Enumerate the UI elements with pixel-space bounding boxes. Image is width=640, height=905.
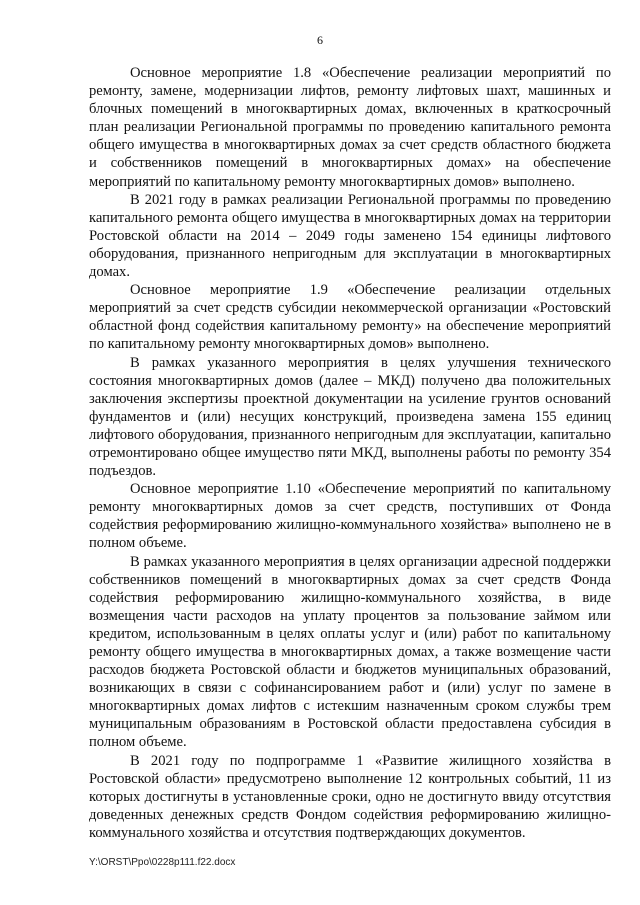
- document-body: [89, 64, 611, 842]
- paragraph: В 2021 году по подпрограмме 1 «Развитие жилищного хозяйства в Ростовской области» предусмотрено выполнение 12 контрольных событий, 11 из которых достигнуты в установленные сроки, одно не достигнуто ввиду отсутствия доведенных денежных средств Фондом содействия реформированию жилищно-коммунального хозяйства и отсутствия подтверждающих документов.: [89, 752, 611, 841]
- paragraph: В рамках указанного мероприятия в целях улучшения технического состояния многоквартирных домов (далее – МКД) получено два положительных заключения экспертизы проектной документации на усиление грунтов оснований фундаментов и (или) несущих конструкций, произведена замена 155 единиц лифтового оборудования, признанного непригодным для эксплуатации, капитально отремонтировано общее имущество пяти МКД, выполнены работы по ремонту 354 подъездов.: [89, 354, 611, 480]
- paragraph: Основное мероприятие 1.8 «Обеспечение реализации мероприятий по ремонту, замене, модернизации лифтов, ремонту лифтовых шахт, машинных и блочных помещений в многоквартирных домах, включенных в краткосрочный план реализации Региональной программы по проведению капитального ремонта общего имущества в многоквартирных домах за счет средств областного бюджета и собственников помещений в многоквартирных домах» на обеспечение мероприятий по капитальному ремонту многоквартирных домов» выполнено.: [89, 65, 611, 190]
- paragraph: Основное мероприятие 1.10 «Обеспечение мероприятий по капитальному ремонту многоквартирных домов за счет средств, поступивших от Фонда содействия реформированию жилищно-коммунального хозяйства» выполнено не в полном объеме.: [89, 481, 611, 552]
- paragraph: В 2021 году в рамках реализации Региональной программы по проведению капитального ремонта общего имущества в многоквартирных домах на территории Ростовской области на 2014 – 2049 годы заменено 154 единицы лифтового оборудования, признанного непригодным для эксплуатации в многоквартирных домах.: [89, 191, 611, 281]
- footer-file-path: Y:\ORST\Ppo\0228p111.f22.docx: [89, 857, 236, 868]
- paragraph: Основное мероприятие 1.9 «Обеспечение реализации отдельных мероприятий за счет средств субсидии некоммерческой организации «Ростовский областной фонд содействия капитальному ремонту» на обеспечение мероприятий по капитальному ремонту многоквартирных домов» выполнено.: [89, 282, 611, 353]
- paragraph: В рамках указанного мероприятия в целях организации адресной поддержки собственников помещений в многоквартирных домах за счет средств Фонда содействия реформированию жилищно-коммунального хозяйства, в виде возмещения части расходов на уплату процентов за пользование займом или кредитом, использованным в целях оплаты услуг и (или) работ по капитальному ремонту общего имущества в многоквартирных домах, а также возмещение части расходов бюджета Ростовской области и бюджетов муниципальных образований, возникающих в связи с софинансированием работ и (или) услуг по замене в многоквартирных домах лифтов с истекшим назначенным сроком службы трем муниципальным образованиям в Ростовской области предоставлена субсидия в полном объеме.: [89, 553, 611, 751]
- page-number: 6: [317, 33, 323, 47]
